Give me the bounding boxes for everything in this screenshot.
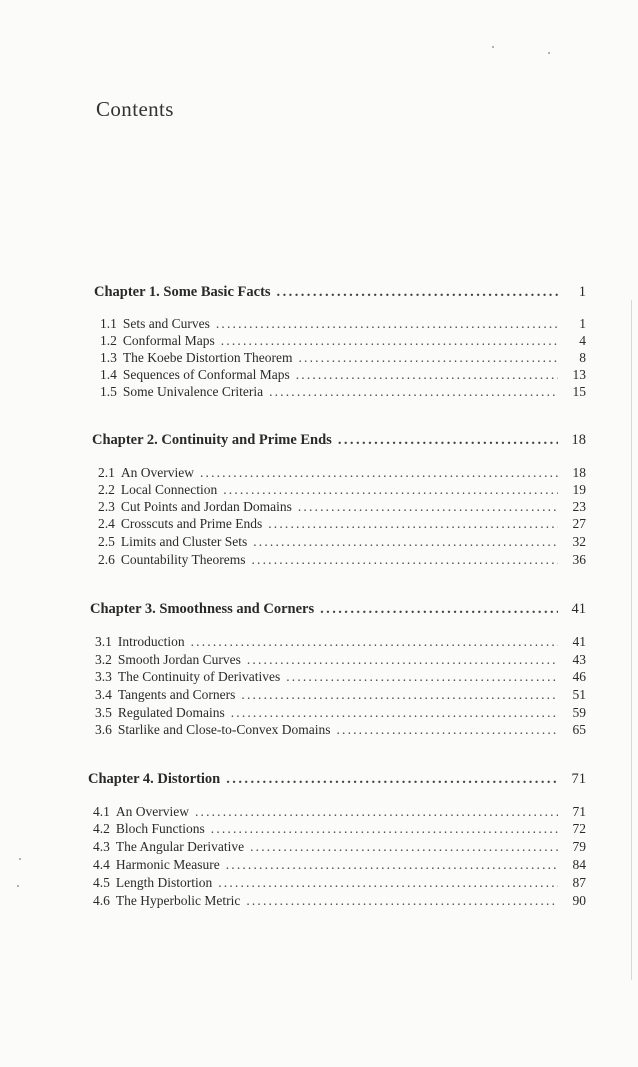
toc-section [95,687,586,703]
section-number: 4.6 [93,893,110,908]
dot-leader [277,284,558,301]
chapter-label: Chapter 4. Distortion [88,771,221,787]
section-page: 15 [572,384,586,399]
page-title: Contents [96,97,174,121]
section-title: Regulated Domains [117,705,225,720]
toc-section [93,893,586,909]
dot-leader [191,634,558,650]
dot-leader [286,669,558,685]
section-title: Harmonic Measure [115,857,220,872]
toc-section [95,634,586,650]
section-number: 1.4 [100,367,117,382]
section-title: Local Connection [120,482,218,497]
toc-chapter-2 [92,432,586,449]
section-page: 71 [572,804,586,819]
section-page: 18 [572,465,586,480]
toc-section [95,669,586,685]
dot-leader [211,821,558,837]
section-page: 8 [579,350,586,365]
section-title: An Overview [115,804,189,819]
chapter-page: 18 [571,432,586,448]
section-page: 84 [572,857,586,872]
toc-section [93,804,586,820]
dot-leader [269,384,558,400]
section-page: 41 [572,634,586,649]
section-page: 13 [572,367,586,382]
toc-section [93,875,586,891]
section-title: Limits and Cluster Sets [120,534,248,549]
section-title: Smooth Jordan Curves [117,652,241,667]
toc-section [100,333,586,349]
chapter-label: Chapter 2. Continuity and Prime Ends [92,432,332,448]
section-number: 1.2 [100,333,117,348]
section-title: The Hyperbolic Metric [115,893,241,908]
section-page: 79 [572,839,586,854]
dot-leader [216,316,558,332]
page-edge [631,300,632,980]
toc-section [93,821,586,837]
toc-section [95,652,586,668]
section-title: Crosscuts and Prime Ends [120,516,263,531]
chapter-label: Chapter 3. Smoothness and Corners [90,601,315,617]
toc-chapter-1 [94,284,586,301]
dot-leader [221,333,558,349]
dot-leader [247,652,558,668]
section-title: Starlike and Close-to-Convex Domains [117,722,331,737]
dot-leader [296,367,558,383]
dot-leader [250,839,558,855]
section-page: 4 [579,333,586,348]
section-page: 23 [572,499,586,514]
section-number: 3.3 [95,669,112,684]
section-title: Bloch Functions [115,821,205,836]
section-title: Length Distortion [115,875,213,890]
chapter-page: 1 [578,284,586,300]
dot-leader [226,771,558,788]
toc-section [93,857,586,873]
section-title: Cut Points and Jordan Domains [120,499,292,514]
section-number: 2.5 [98,534,115,549]
toc-section [98,534,586,550]
section-number: 1.1 [100,316,117,331]
section-page: 59 [572,705,586,720]
toc-chapter-3 [90,601,586,618]
dot-leader [223,482,558,498]
section-number: 2.4 [98,516,115,531]
section-title: The Continuity of Derivatives [117,669,281,684]
dot-leader [298,350,558,366]
toc-section [95,722,586,738]
dot-leader [241,687,558,703]
section-title: Tangents and Corners [117,687,236,702]
section-page: 19 [572,482,586,497]
dot-leader [338,432,558,449]
section-page: 1 [579,316,586,331]
toc-section [98,516,586,532]
chapter-page: 71 [571,771,586,787]
chapter-label: Chapter 1. Some Basic Facts [94,284,271,300]
toc-section [100,367,586,383]
section-number: 1.5 [100,384,117,399]
section-title: Sequences of Conformal Maps [122,367,290,382]
section-page: 72 [572,821,586,836]
section-title: An Overview [120,465,194,480]
section-number: 3.2 [95,652,112,667]
toc-section [98,499,586,515]
scan-speck [492,46,494,48]
scan-speck [548,52,550,54]
section-number: 3.6 [95,722,112,737]
section-page: 27 [572,516,586,531]
section-page: 51 [572,687,586,702]
section-number: 3.5 [95,705,112,720]
section-number: 2.2 [98,482,115,497]
section-page: 87 [572,875,586,890]
section-title: The Angular Derivative [115,839,245,854]
section-number: 2.1 [98,465,115,480]
toc-chapter-4 [88,771,586,788]
section-number: 4.4 [93,857,110,872]
section-title: The Koebe Distortion Theorem [122,350,293,365]
section-page: 32 [572,534,586,549]
dot-leader [218,875,558,891]
section-number: 3.1 [95,634,112,649]
section-number: 4.5 [93,875,110,890]
dot-leader [268,516,558,532]
scan-speck [19,858,21,860]
dot-leader [195,804,558,820]
dot-leader [253,534,558,550]
scan-speck [17,885,19,887]
toc-section [98,465,586,481]
dot-leader [231,705,558,721]
dot-leader [246,893,558,909]
section-title: Countability Theorems [120,552,246,567]
section-title: Some Univalence Criteria [122,384,264,399]
section-number: 4.3 [93,839,110,854]
section-title: Conformal Maps [122,333,215,348]
toc-section [98,552,586,568]
toc-section [95,705,586,721]
section-page: 65 [572,722,586,737]
toc-section [100,384,586,400]
chapter-page: 41 [571,601,586,617]
section-page: 90 [572,893,586,908]
dot-leader [226,857,558,873]
section-page: 46 [572,669,586,684]
section-page: 36 [572,552,586,567]
section-number: 1.3 [100,350,117,365]
section-number: 3.4 [95,687,112,702]
section-number: 2.3 [98,499,115,514]
toc-section [98,482,586,498]
toc-section [100,350,586,366]
dot-leader [336,722,558,738]
toc-section [93,839,586,855]
section-number: 4.2 [93,821,110,836]
section-title: Introduction [117,634,185,649]
section-title: Sets and Curves [122,316,210,331]
dot-leader [200,465,558,481]
dot-leader [320,601,558,618]
section-number: 4.1 [93,804,110,819]
dot-leader [298,499,558,515]
dot-leader [252,552,559,568]
toc-section [100,316,586,332]
section-page: 43 [572,652,586,667]
section-number: 2.6 [98,552,115,567]
